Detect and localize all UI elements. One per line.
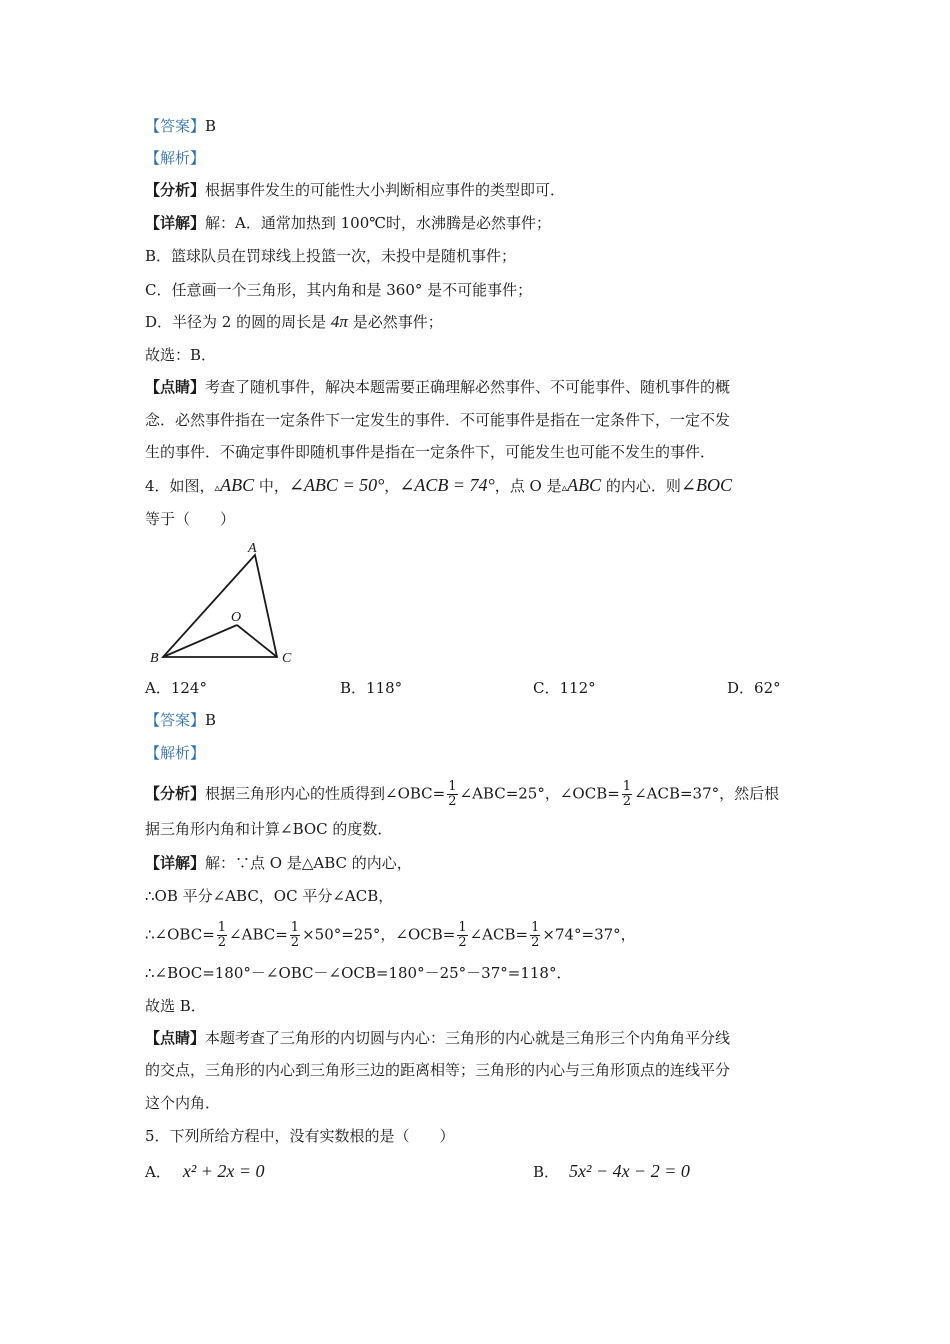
q4-choose: 故选 B． <box>145 997 206 1015</box>
angle-boc: ∠BOC <box>680 475 732 495</box>
detail-tag: 【详解】 <box>145 854 206 872</box>
comment-tag: 【点睛】 <box>145 1029 206 1047</box>
q3-comment-1 <box>145 376 730 398</box>
q3-answer <box>145 115 216 137</box>
comma: ， <box>384 477 400 495</box>
q4-comment-2: 的交点，三角形的内心到三角形三边的距离相等；三角形的内心与三角形顶点的连线平分 <box>145 1061 731 1079</box>
q4-stem-line-2: 等于（ ） <box>145 510 236 528</box>
option-b-label: B． <box>533 1163 560 1181</box>
detail-d-math: 4π <box>330 312 348 331</box>
detail-3d: ∠ACB= <box>469 925 529 944</box>
q3-detail-a <box>145 212 551 234</box>
q4-option-c: C．112° <box>533 679 596 697</box>
fraction-half: $\frac{1}{2}$ <box>458 920 467 950</box>
fenxi-1b: ∠ABC=25°，∠OCB= <box>459 784 620 803</box>
detail-3b: ∠ABC= <box>229 925 288 944</box>
comment-text: 本题考查了三角形的内切圆与内心：三角形的内心就是三角形三个内角角平分线 <box>205 1029 731 1047</box>
triangle-symbol-2: ▵ <box>561 481 568 494</box>
triangle-symbol: ▵ <box>214 481 221 494</box>
q3-comment-2: 念．必然事件指在一定条件下一定发生的事件．不可能事件是指在一定条件下，一定不发 <box>145 411 731 429</box>
fraction-half: $\frac{1}{2}$ <box>290 920 300 950</box>
q5-option-a <box>145 1160 265 1183</box>
q4-fenxi-line-1 <box>145 780 779 809</box>
detail-3a: ∴∠OBC= <box>145 925 215 944</box>
answer-tag: 【答案】 <box>145 711 206 729</box>
q3-detail-d <box>145 311 443 333</box>
fenxi-1a: 根据三角形内心的性质得到∠OBC= <box>205 784 446 803</box>
detail-tag: 【详解】 <box>145 214 206 232</box>
q4-option-a: A．124° <box>145 679 207 697</box>
q4-stem-line-1 <box>145 474 732 499</box>
answer-value: B <box>205 117 217 135</box>
detail-3c: ×50°=25°，∠OCB= <box>302 925 456 944</box>
fenxi-text: 根据事件发生的可能性大小判断相应事件的类型即可． <box>205 181 566 199</box>
triangle-abc-shape <box>163 555 277 657</box>
answer-tag: 【答案】 <box>145 117 206 135</box>
q4-option-d: D．62° <box>727 679 781 697</box>
q4-comment-3: 这个内角． <box>145 1094 221 1112</box>
fraction-half: $\frac{1}{2}$ <box>531 920 540 950</box>
point-label-o: O <box>231 610 242 625</box>
option-b-equation: 5x² − 4x − 2 = 0 <box>569 1161 690 1181</box>
q3-comment-3: 生的事件．不确定事件即随机事件是指在一定条件下，可能发生也可能不发生的事件． <box>145 443 716 461</box>
triangle-abc: ABC <box>220 475 255 495</box>
q3-analysis-tag: 【解析】 <box>145 149 206 167</box>
detail-text: 解：∵点 O 是△ABC 的内心， <box>205 854 412 872</box>
fenxi-1c: ∠ACB=37°，然后根 <box>634 784 780 803</box>
vertex-label-c: C <box>282 651 292 666</box>
segment-bo <box>163 625 237 657</box>
option-a-label: A． <box>145 1163 171 1181</box>
q4-comment-1 <box>145 1027 730 1049</box>
q3-fenxi <box>145 179 565 201</box>
fraction-half: $\frac{1}{2}$ <box>448 779 457 809</box>
q4-detail-1 <box>145 852 412 874</box>
triangle-lines <box>163 555 277 657</box>
q4-analysis-tag: 【解析】 <box>145 744 206 762</box>
q5-option-b <box>533 1160 690 1183</box>
q4-option-b: B．118° <box>340 679 403 697</box>
q4-fenxi-line-2: 据三角形内角和计算∠BOC 的度数． <box>145 820 393 838</box>
detail-text: 解：A．通常加热到 100℃时，水沸腾是必然事件； <box>205 214 552 232</box>
fenxi-tag: 【分析】 <box>145 181 206 199</box>
angle-abc: ∠ABC = 50° <box>288 475 385 495</box>
vertex-label-b: B <box>150 651 159 666</box>
q3-choose: 故选：B． <box>145 346 217 364</box>
q4-detail-2: ∴OB 平分∠ABC，OC 平分∠ACB， <box>145 887 394 905</box>
stem-prefix: 4．如图， <box>145 477 215 495</box>
fraction-half: $\frac{1}{2}$ <box>622 779 632 809</box>
q4-detail-3 <box>145 921 636 950</box>
comment-text: 考查了随机事件，解决本题需要正确理解必然事件、不可能事件、随机事件的概 <box>205 378 731 396</box>
triangle-figure <box>145 538 305 670</box>
answer-value: B <box>205 711 217 729</box>
vertex-label-a: A <box>248 541 257 556</box>
detail-d-post: 是必然事件； <box>347 313 443 331</box>
stem-middle: 中， <box>254 477 289 495</box>
detail-3e: ×74°=37°， <box>542 925 636 944</box>
stem-incenter: 的内心．则 <box>601 477 681 495</box>
q3-detail-c: C．任意画一个三角形，其内角和是 360° 是不可能事件； <box>145 281 533 299</box>
comment-tag: 【点睛】 <box>145 378 206 396</box>
triangle-abc-2: ABC <box>567 475 602 495</box>
q4-detail-4: ∴∠BOC=180°－∠OBC－∠OCB=180°－25°－37°=118°． <box>145 964 572 982</box>
fraction-half: $\frac{1}{2}$ <box>217 920 227 950</box>
fenxi-tag: 【分析】 <box>145 784 206 803</box>
q5-stem: 5．下列所给方程中，没有实数根的是（ ） <box>145 1127 455 1145</box>
angle-acb: ∠ACB = 74° <box>399 475 495 495</box>
detail-d-pre: D．半径为 2 的圆的周长是 <box>145 313 331 331</box>
q3-detail-b: B．篮球队员在罚球线上投篮一次，未投中是随机事件； <box>145 247 517 265</box>
q4-answer <box>145 709 216 731</box>
stem-point-o: ，点 O 是 <box>494 477 562 495</box>
option-a-equation: x² + 2x = 0 <box>182 1161 265 1181</box>
